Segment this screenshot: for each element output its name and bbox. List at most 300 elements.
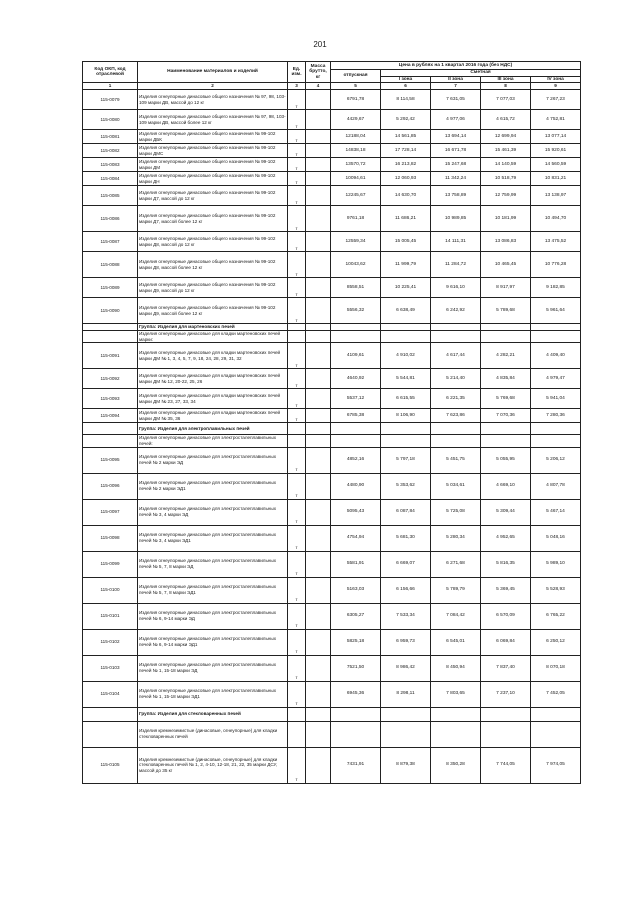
mass-cell: [306, 172, 331, 186]
header-zone-1: I зона: [381, 76, 431, 83]
product-code: 115-0105: [83, 747, 138, 783]
price-zone-4: 4 752,81: [531, 110, 581, 130]
mass-cell: [306, 144, 331, 158]
mass-cell: [306, 369, 331, 389]
price-zone-3: 5 055,95: [481, 447, 531, 473]
price-zone-4: 9 182,85: [531, 278, 581, 298]
price-zone-4: 7 452,05: [531, 681, 581, 707]
price-zone-1: [381, 435, 431, 447]
price-zone-3: 6 069,84: [481, 629, 531, 655]
table-row: [83, 409, 581, 423]
price-otpusknaya: 8558,51: [331, 278, 381, 298]
product-name: Изделия огнеупорные динасовые для электросталеплавильных печей:: [138, 435, 288, 447]
price-otpusknaya: 7431,91: [331, 747, 381, 783]
price-zone-4: 4 979,47: [531, 369, 581, 389]
unit-cell: т: [288, 158, 306, 172]
unit-cell: т: [288, 278, 306, 298]
price-zone-1: 7 533,34: [381, 603, 431, 629]
column-index-row: [83, 83, 581, 90]
price-zone-1: [381, 721, 431, 747]
unit-cell: т: [288, 499, 306, 525]
price-otpusknaya: 5581,91: [331, 551, 381, 577]
price-zone-3: 10 518,79: [481, 172, 531, 186]
price-zone-2: 11 342,24: [431, 172, 481, 186]
price-zone-1: [381, 324, 431, 331]
mass-cell: [306, 90, 331, 110]
price-zone-1: 5 292,42: [381, 110, 431, 130]
product-name: Изделия огнеупорные динасовые для электросталеплавильных печей № 1, 15-18 марки ЭД1: [138, 681, 288, 707]
price-zone-2: 5 034,61: [431, 473, 481, 499]
product-name: Изделия огнеупорные динасовые для кладки мартеновских печей марки ДМ № 1, 3, 4, 5, 7, 9, 18, 24, 28, 29, 31, 32: [138, 343, 288, 369]
price-zone-2: 4 977,06: [431, 110, 481, 130]
price-otpusknaya: 4852,16: [331, 447, 381, 473]
header-code: Код ОКП, код отраслевой: [83, 62, 138, 83]
product-code: 115-0081: [83, 130, 138, 144]
product-code: 115-0098: [83, 525, 138, 551]
product-name: Изделия огнеупорные динасовые общего назначения № 99-102 марки Д7, массой более 12 кг: [138, 206, 288, 232]
product-code: 115-0084: [83, 172, 138, 186]
price-otpusknaya: 9761,18: [331, 206, 381, 232]
unit-cell: т: [288, 577, 306, 603]
unit-cell: [288, 324, 306, 331]
unit-cell: т: [288, 681, 306, 707]
mass-cell: [306, 423, 331, 435]
price-zone-1: 15 005,45: [381, 232, 431, 252]
mass-cell: [306, 343, 331, 369]
mass-cell: [306, 186, 331, 206]
mass-cell: [306, 232, 331, 252]
mass-cell: [306, 389, 331, 409]
table-row: [83, 499, 581, 525]
price-zone-4: 13 077,14: [531, 130, 581, 144]
price-otpusknaya: 12245,67: [331, 186, 381, 206]
price-zone-2: 7 084,42: [431, 603, 481, 629]
header-zone-4: IV зона: [531, 76, 581, 83]
product-name: Изделия огнеупорные динасовые общего назначения № 99-102 марки Д8, массой до 12 кг: [138, 232, 288, 252]
unit-cell: т: [288, 343, 306, 369]
price-zone-1: [381, 423, 431, 435]
table-row: [83, 252, 581, 278]
product-name: Изделия огнеупорные динасовые для электросталеплавильных печей № 6, 9-14 марки ЭД: [138, 603, 288, 629]
product-name: Изделия огнеупорные динасовые общего назначения № 99-102 марки ДМ: [138, 158, 288, 172]
price-zone-3: 4 669,10: [481, 473, 531, 499]
product-code: 115-0085: [83, 186, 138, 206]
mass-cell: [306, 655, 331, 681]
price-zone-2: [431, 423, 481, 435]
table-row: [83, 551, 581, 577]
price-zone-3: 5 309,44: [481, 499, 531, 525]
price-zone-1: 6 959,73: [381, 629, 431, 655]
product-name: Изделия огнеупорные динасовые для кладки мартеновских печей марки ДМ № 35, 36: [138, 409, 288, 423]
price-zone-2: 5 280,34: [431, 525, 481, 551]
price-zone-3: 4 615,72: [481, 110, 531, 130]
price-zone-1: 11 686,21: [381, 206, 431, 232]
price-zone-1: 16 213,82: [381, 158, 431, 172]
unit-cell: т: [288, 172, 306, 186]
column-index: 8: [481, 83, 531, 90]
price-zone-3: 12 759,99: [481, 186, 531, 206]
product-code: 115-0087: [83, 232, 138, 252]
product-code: 115-0080: [83, 110, 138, 130]
table-header: [83, 62, 581, 90]
price-otpusknaya: [331, 324, 381, 331]
header-unit: Ед. изм.: [288, 62, 306, 83]
price-zone-3: 10 465,45: [481, 252, 531, 278]
price-zone-1: [381, 331, 431, 343]
unit-cell: т: [288, 747, 306, 783]
table-row: [83, 232, 581, 252]
mass-cell: [306, 298, 331, 324]
price-zone-2: 7 623,86: [431, 409, 481, 423]
price-zone-1: 5 797,18: [381, 447, 431, 473]
product-name: Изделия огнеупорные динасовые для электросталеплавильных печей № 2 марки ЭД1: [138, 473, 288, 499]
price-otpusknaya: [331, 721, 381, 747]
mass-cell: [306, 331, 331, 343]
product-name: Изделия огнеупорные динасовые для электросталеплавильных печей № 5, 7, 8 марки ЭД1: [138, 577, 288, 603]
unit-cell: т: [288, 144, 306, 158]
price-otpusknaya: 5537,12: [331, 389, 381, 409]
price-zone-2: 8 350,28: [431, 747, 481, 783]
mass-cell: [306, 409, 331, 423]
price-zone-4: 4 409,40: [531, 343, 581, 369]
unit-cell: т: [288, 525, 306, 551]
price-zone-3: 10 181,99: [481, 206, 531, 232]
price-zone-4: 5 941,04: [531, 389, 581, 409]
price-zone-4: [531, 707, 581, 721]
price-zone-1: 6 615,55: [381, 389, 431, 409]
table-row: [83, 298, 581, 324]
price-otpusknaya: 4640,92: [331, 369, 381, 389]
price-zone-2: 4 617,44: [431, 343, 481, 369]
price-zone-4: 7 974,05: [531, 747, 581, 783]
product-name: Группа: Изделия для мартеновских печей: [138, 324, 288, 331]
price-zone-2: [431, 721, 481, 747]
price-otpusknaya: 6945,36: [331, 681, 381, 707]
unit-cell: т: [288, 206, 306, 232]
price-zone-3: 5 789,68: [481, 298, 531, 324]
product-code: 115-0104: [83, 681, 138, 707]
price-zone-4: [531, 435, 581, 447]
product-name: Изделия огнеупорные динасовые общего назначения № 97, 98, 103-109 марки ДВ, массой до 12 кг: [138, 90, 288, 110]
unit-cell: т: [288, 232, 306, 252]
price-zone-4: 5 961,64: [531, 298, 581, 324]
unit-cell: т: [288, 186, 306, 206]
product-code: 115-0103: [83, 655, 138, 681]
price-otpusknaya: 12188,04: [331, 130, 381, 144]
table-row: [83, 158, 581, 172]
price-zone-3: [481, 721, 531, 747]
price-zone-2: 5 725,08: [431, 499, 481, 525]
product-code: 115-0099: [83, 551, 138, 577]
group-row: [83, 324, 581, 331]
header-otpusknaya: отпускная: [331, 70, 381, 83]
mass-cell: [306, 603, 331, 629]
product-name: Группа: Изделия для стекловаренных печей: [138, 707, 288, 721]
price-otpusknaya: 4109,61: [331, 343, 381, 369]
unit-cell: т: [288, 298, 306, 324]
unit-cell: [288, 435, 306, 447]
unit-cell: т: [288, 369, 306, 389]
product-code: [83, 331, 138, 343]
unit-cell: [288, 331, 306, 343]
price-zone-2: 6 545,01: [431, 629, 481, 655]
product-code: 115-0093: [83, 389, 138, 409]
product-name: Изделия кремнеземистые (динасовые, огнеупорные) для кладки стекловаренных печей: [138, 721, 288, 747]
unit-cell: т: [288, 389, 306, 409]
price-zone-2: 15 247,68: [431, 158, 481, 172]
price-otpusknaya: 4480,90: [331, 473, 381, 499]
price-zone-2: 9 616,10: [431, 278, 481, 298]
mass-cell: [306, 324, 331, 331]
price-zone-1: 4 910,02: [381, 343, 431, 369]
mass-cell: [306, 278, 331, 298]
table-row: [83, 473, 581, 499]
price-zone-4: 6 250,12: [531, 629, 581, 655]
table-row: [83, 206, 581, 232]
table-row: [83, 130, 581, 144]
table-row: [83, 278, 581, 298]
mass-cell: [306, 551, 331, 577]
unit-cell: т: [288, 655, 306, 681]
price-zone-3: [481, 435, 531, 447]
table-row: [83, 747, 581, 783]
table-row: [83, 525, 581, 551]
table-row: [83, 110, 581, 130]
column-index: 9: [531, 83, 581, 90]
table-row: [83, 603, 581, 629]
price-zone-3: 5 369,45: [481, 577, 531, 603]
price-zone-1: 6 638,49: [381, 298, 431, 324]
unit-cell: т: [288, 130, 306, 144]
price-table: [82, 61, 581, 784]
price-zone-4: 14 560,59: [531, 158, 581, 172]
price-zone-3: [481, 324, 531, 331]
mass-cell: [306, 252, 331, 278]
product-code: 115-0092: [83, 369, 138, 389]
product-name: Изделия огнеупорные динасовые общего назначения № 99-102 марки ДН: [138, 172, 288, 186]
product-name: Изделия огнеупорные динасовые общего назначения № 99-102 марки Д9, массой до 12 кг: [138, 278, 288, 298]
price-zone-4: 15 920,61: [531, 144, 581, 158]
price-zone-1: 12 060,93: [381, 172, 431, 186]
price-zone-4: 7 267,23: [531, 90, 581, 110]
product-code: 115-0102: [83, 629, 138, 655]
column-index: 3: [288, 83, 306, 90]
unit-cell: т: [288, 409, 306, 423]
price-zone-2: 13 694,14: [431, 130, 481, 144]
unit-cell: [288, 707, 306, 721]
price-otpusknaya: 6305,27: [331, 603, 381, 629]
header-smetnaya: Сметная: [381, 70, 581, 77]
product-name: Изделия огнеупорные динасовые для кладки мартеновских печей марки ДМ № 23, 27, 33, 34: [138, 389, 288, 409]
product-code: [83, 707, 138, 721]
price-zone-3: [481, 331, 531, 343]
unit-cell: т: [288, 110, 306, 130]
price-zone-1: 8 879,38: [381, 747, 431, 783]
product-name: Изделия огнеупорные динасовые общего назначения № 99-102 марки ДБК: [138, 130, 288, 144]
column-index: 5: [331, 83, 381, 90]
header-price-title: Цена в рублях на 1 квартал 2016 года (без НДС): [331, 62, 581, 70]
product-code: [83, 324, 138, 331]
price-zone-3: [481, 707, 531, 721]
mass-cell: [306, 629, 331, 655]
column-index: 6: [381, 83, 431, 90]
price-zone-1: 5 681,30: [381, 525, 431, 551]
mass-cell: [306, 435, 331, 447]
price-zone-1: 5 353,62: [381, 473, 431, 499]
price-zone-4: 10 494,70: [531, 206, 581, 232]
price-zone-1: 8 106,90: [381, 409, 431, 423]
product-code: 115-0079: [83, 90, 138, 110]
unit-cell: т: [288, 629, 306, 655]
price-zone-2: 5 451,75: [431, 447, 481, 473]
unit-cell: т: [288, 252, 306, 278]
price-zone-3: 12 699,94: [481, 130, 531, 144]
price-otpusknaya: 7521,50: [331, 655, 381, 681]
price-zone-1: 14 561,85: [381, 130, 431, 144]
product-code: [83, 721, 138, 747]
price-zone-2: 13 758,89: [431, 186, 481, 206]
price-zone-3: 7 837,40: [481, 655, 531, 681]
price-zone-1: 6 087,84: [381, 499, 431, 525]
price-zone-2: 16 671,78: [431, 144, 481, 158]
product-name: Изделия огнеупорные динасовые общего назначения № 99-102 марки Д8, массой более 12 кг: [138, 252, 288, 278]
unit-cell: т: [288, 603, 306, 629]
price-otpusknaya: 6791,78: [331, 90, 381, 110]
table-row: [83, 90, 581, 110]
price-zone-2: [431, 435, 481, 447]
table-row: [83, 343, 581, 369]
table-body: [83, 90, 581, 783]
price-otpusknaya: 10094,61: [331, 172, 381, 186]
price-zone-3: 7 744,05: [481, 747, 531, 783]
price-zone-4: [531, 324, 581, 331]
page-number: 201: [313, 40, 327, 49]
price-zone-4: [531, 423, 581, 435]
price-otpusknaya: 5825,18: [331, 629, 381, 655]
price-zone-1: 17 728,14: [381, 144, 431, 158]
price-zone-3: 8 917,97: [481, 278, 531, 298]
price-otpusknaya: 5095,43: [331, 499, 381, 525]
price-zone-4: 4 807,78: [531, 473, 581, 499]
price-zone-1: 6 669,07: [381, 551, 431, 577]
price-otpusknaya: [331, 331, 381, 343]
price-otpusknaya: 14838,18: [331, 144, 381, 158]
price-otpusknaya: [331, 435, 381, 447]
product-code: 115-0090: [83, 298, 138, 324]
price-zone-3: 4 952,65: [481, 525, 531, 551]
price-zone-1: 8 114,58: [381, 90, 431, 110]
product-code: 115-0095: [83, 447, 138, 473]
product-name: Изделия огнеупорные динасовые для электросталеплавильных печей № 5, 7, 8 марки ЭД: [138, 551, 288, 577]
table-row: [83, 144, 581, 158]
header-mass: Масса брутто, кг: [306, 62, 331, 83]
price-zone-2: 5 789,79: [431, 577, 481, 603]
table-row: [83, 331, 581, 343]
price-otpusknaya: 12559,34: [331, 232, 381, 252]
product-code: [83, 423, 138, 435]
mass-cell: [306, 499, 331, 525]
price-zone-2: 14 111,31: [431, 232, 481, 252]
price-zone-2: [431, 707, 481, 721]
group-row: [83, 423, 581, 435]
price-otpusknaya: 4754,94: [331, 525, 381, 551]
header-zone-2: II зона: [431, 76, 481, 83]
price-zone-2: 7 631,05: [431, 90, 481, 110]
column-index: 4: [306, 83, 331, 90]
product-name: Изделия огнеупорные динасовые общего назначения № 99-102 марки Д7, массой до 12 кг: [138, 186, 288, 206]
unit-cell: т: [288, 90, 306, 110]
group-row: [83, 707, 581, 721]
price-zone-3: 4 835,84: [481, 369, 531, 389]
product-code: 115-0083: [83, 158, 138, 172]
column-index: 7: [431, 83, 481, 90]
price-otpusknaya: 4429,67: [331, 110, 381, 130]
price-zone-4: 7 280,36: [531, 409, 581, 423]
product-name: Изделия огнеупорные динасовые для электросталеплавильных печей № 1, 15-18 марки ЭД: [138, 655, 288, 681]
price-zone-2: [431, 331, 481, 343]
table-row: [83, 389, 581, 409]
mass-cell: [306, 721, 331, 747]
table-row: [83, 655, 581, 681]
price-otpusknaya: 13570,72: [331, 158, 381, 172]
header-name: Наименование материалов и изделий: [138, 62, 288, 83]
product-code: 115-0091: [83, 343, 138, 369]
mass-cell: [306, 158, 331, 172]
product-code: 115-0100: [83, 577, 138, 603]
price-zone-4: 10 831,21: [531, 172, 581, 186]
column-index: 1: [83, 83, 138, 90]
unit-cell: т: [288, 551, 306, 577]
unit-cell: т: [288, 473, 306, 499]
product-name: Изделия огнеупорные динасовые для кладки мартеновских печей марки:: [138, 331, 288, 343]
price-otpusknaya: 5556,32: [331, 298, 381, 324]
price-zone-3: 7 077,03: [481, 90, 531, 110]
product-name: Изделия кремнеземистые (динасовые, огнеупорные) для кладки стекловаренных печей № 1, 2, 4-10, 12-18, 21, 22, 35 марки ДСУ, массой до 35 кг: [138, 747, 288, 783]
price-zone-2: 7 803,65: [431, 681, 481, 707]
price-zone-2: 6 221,35: [431, 389, 481, 409]
price-zone-4: 5 206,12: [531, 447, 581, 473]
price-zone-4: 13 138,97: [531, 186, 581, 206]
price-otpusknaya: 6785,38: [331, 409, 381, 423]
product-code: 115-0096: [83, 473, 138, 499]
price-zone-1: 8 298,11: [381, 681, 431, 707]
table-row: [83, 172, 581, 186]
price-zone-1: 8 986,42: [381, 655, 431, 681]
table-row: [83, 577, 581, 603]
price-zone-3: 4 282,21: [481, 343, 531, 369]
table-row: [83, 629, 581, 655]
product-name: Изделия огнеупорные динасовые общего назначения № 99-102 марки ДМС: [138, 144, 288, 158]
product-name: Изделия огнеупорные динасовые для электросталеплавильных печей № 3, 4 марки ЭД: [138, 499, 288, 525]
price-zone-2: 10 989,85: [431, 206, 481, 232]
price-otpusknaya: 10043,62: [331, 252, 381, 278]
price-zone-3: 7 237,10: [481, 681, 531, 707]
price-zone-1: 5 544,81: [381, 369, 431, 389]
product-code: 115-0089: [83, 278, 138, 298]
unit-cell: [288, 423, 306, 435]
price-otpusknaya: 5163,03: [331, 577, 381, 603]
product-name: Изделия огнеупорные динасовые для электросталеплавильных печей № 3, 4 марки ЭД1: [138, 525, 288, 551]
price-zone-4: [531, 721, 581, 747]
price-zone-3: 5 769,68: [481, 389, 531, 409]
mass-cell: [306, 110, 331, 130]
column-index: 2: [138, 83, 288, 90]
product-name: Изделия огнеупорные динасовые для электросталеплавильных печей № 6, 9-14 марки ЭД1: [138, 629, 288, 655]
price-zone-4: 13 475,52: [531, 232, 581, 252]
product-code: 115-0101: [83, 603, 138, 629]
product-code: 115-0082: [83, 144, 138, 158]
price-zone-2: 11 284,72: [431, 252, 481, 278]
